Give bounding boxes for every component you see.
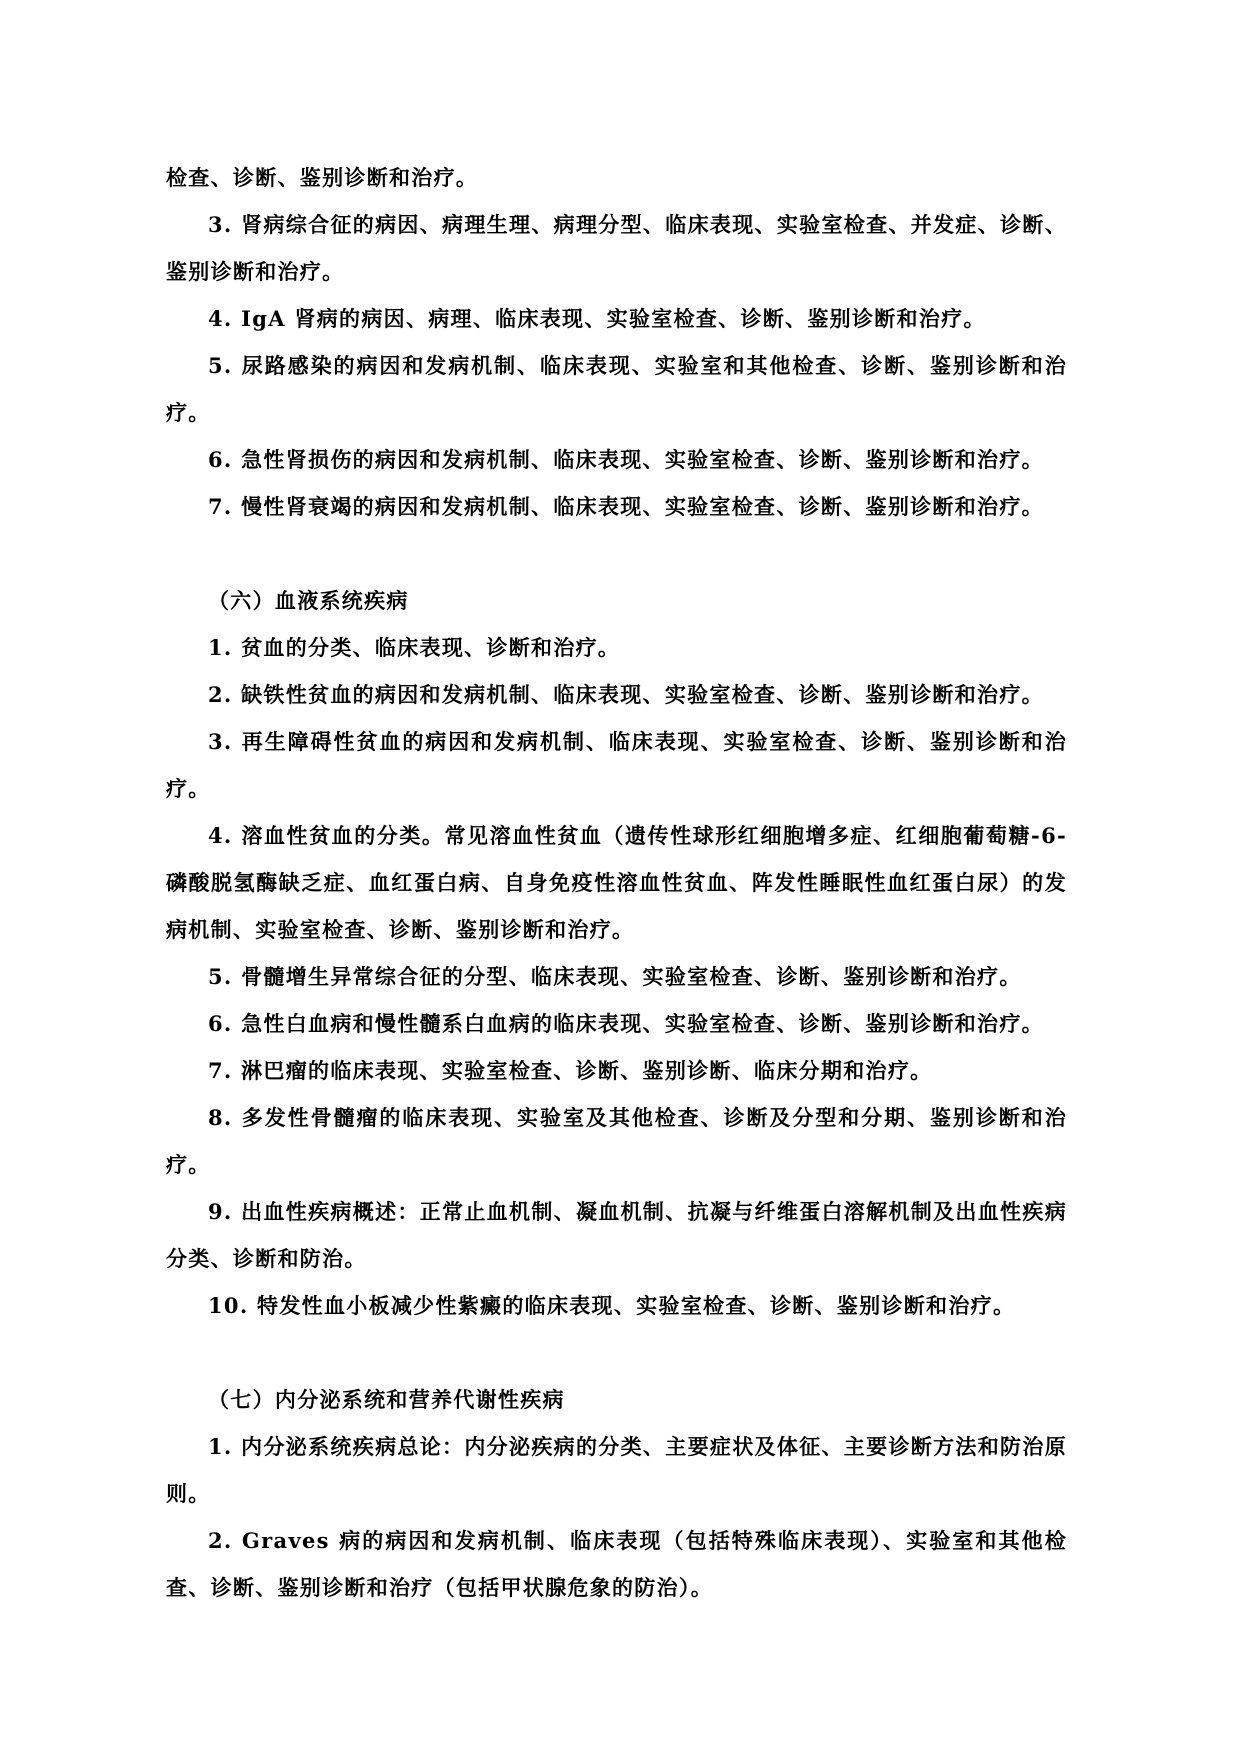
list-item: 6. 急性肾损伤的病因和发病机制、临床表现、实验室检查、诊断、鉴别诊断和治疗。 bbox=[208, 447, 1044, 472]
list-item: 10. 特发性血小板减少性紫癜的临床表现、实验室检查、诊断、鉴别诊断和治疗。 bbox=[208, 1293, 1016, 1318]
list-item: 5. 尿路感染的病因和发病机制、临床表现、实验室和其他检查、诊断、鉴别诊断和治疗。 bbox=[166, 353, 1067, 425]
list-item: 4. 溶血性贫血的分类。常见溶血性贫血（遗传性球形红细胞增多症、红细胞葡萄糖-6-磷酸脱氢酶缺乏症、血红蛋白病、自身免疫性溶血性贫血、阵发性睡眠性血红蛋白尿）的发病机制、实验室检查、诊断、鉴别诊断和治疗。 bbox=[166, 823, 1067, 942]
list-item: 1. 内分泌系统疾病总论：内分泌疾病的分类、主要症状及体征、主要诊断方法和防治原则。 bbox=[166, 1434, 1067, 1506]
section-heading-blood-system: （六）血液系统疾病 bbox=[208, 588, 409, 613]
list-item: 9. 出血性疾病概述：正常止血机制、凝血机制、抗凝与纤维蛋白溶解机制及出血性疾病分类、诊断和防治。 bbox=[166, 1199, 1067, 1271]
document-body-text bbox=[166, 154, 1067, 1611]
list-item: 7. 慢性肾衰竭的病因和发病机制、临床表现、实验室检查、诊断、鉴别诊断和治疗。 bbox=[208, 494, 1044, 519]
list-item: 3. 再生障碍性贫血的病因和发病机制、临床表现、实验室检查、诊断、鉴别诊断和治疗。 bbox=[166, 729, 1067, 801]
list-item: 2. 缺铁性贫血的病因和发病机制、临床表现、实验室检查、诊断、鉴别诊断和治疗。 bbox=[208, 682, 1044, 707]
list-item: 1. 贫血的分类、临床表现、诊断和治疗。 bbox=[208, 635, 621, 660]
paragraph-continuation: 检查、诊断、鉴别诊断和治疗。 bbox=[166, 165, 479, 190]
section-heading-endocrine-system: （七）内分泌系统和营养代谢性疾病 bbox=[208, 1387, 565, 1412]
list-item: 2. Graves 病的病因和发病机制、临床表现（包括特殊临床表现）、实验室和其他检查、诊断、鉴别诊断和治疗（包括甲状腺危象的防治）。 bbox=[166, 1528, 1067, 1600]
list-item: 3. 肾病综合征的病因、病理生理、病理分型、临床表现、实验室检查、并发症、诊断、鉴别诊断和治疗。 bbox=[166, 212, 1067, 284]
list-item: 8. 多发性骨髓瘤的临床表现、实验室及其他检查、诊断及分型和分期、鉴别诊断和治疗。 bbox=[166, 1105, 1067, 1177]
list-item: 4. IgA 肾病的病因、病理、临床表现、实验室检查、诊断、鉴别诊断和治疗。 bbox=[208, 306, 986, 331]
list-item: 6. 急性白血病和慢性髓系白血病的临床表现、实验室检查、诊断、鉴别诊断和治疗。 bbox=[208, 1011, 1044, 1036]
list-item: 7. 淋巴瘤的临床表现、实验室检查、诊断、鉴别诊断、临床分期和治疗。 bbox=[208, 1058, 933, 1083]
list-item: 5. 骨髓增生异常综合征的分型、临床表现、实验室检查、诊断、鉴别诊断和治疗。 bbox=[208, 964, 1022, 989]
